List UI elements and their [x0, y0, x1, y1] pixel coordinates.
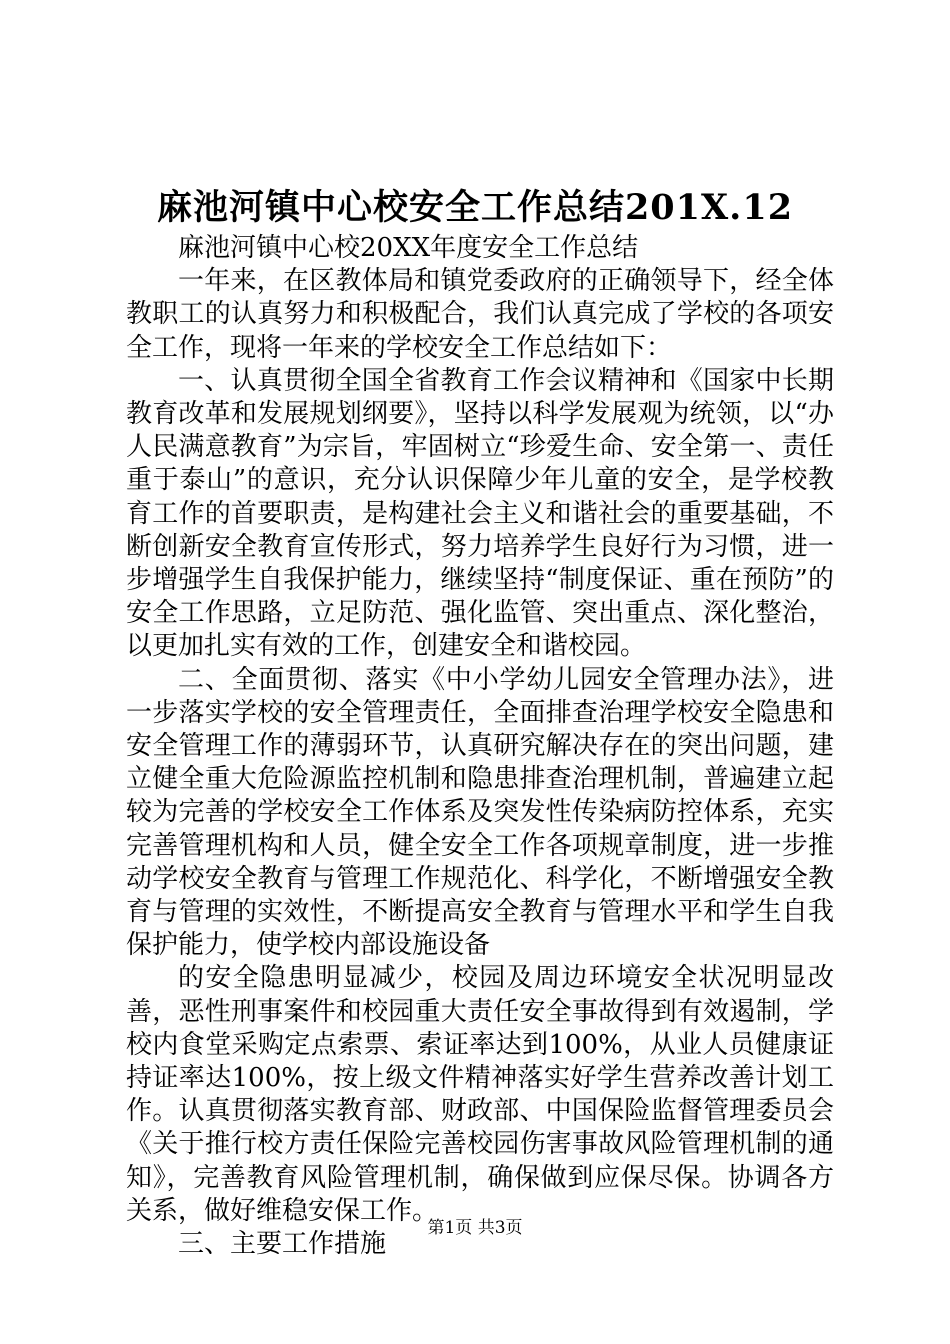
continuation-paragraph: 的安全隐患明显减少，校园及周边环境安全状况明显改善，恶性刑事案件和校园重大责任安全事故得到有效遏制，学校内食堂采购定点索票、索证率达到100%，从业人员健康证持证率达100%，按上级文件精神落实好学生营养改善计划工作。认真贯彻落实教育部、财政部、中国保险监督管理委员会《关于推行校方责任保险完善校园伤害事故风险管理机制的通知》，完善教育风险管理机制，确保做到应保尽保。协调各方关系，做好维稳安保工作。	[126, 963, 834, 1226]
section-one-paragraph: 一、认真贯彻全国全省教育工作会议精神和《国家中长期教育改革和发展规划纲要》，坚持以科学发展观为统领，以“办人民满意教育”为宗旨，牢固树立“珍爱生命、安全第一、责任重于泰山”的意识，充分认识保障少年儿童的安全，是学校教育工作的首要职责，是构建社会主义和谐社会的重要基础，不断创新安全教育宣传形式，努力培养学生良好行为习惯，进一步增强学生自我保护能力，继续坚持“制度保证、重在预防”的安全工作思路，立足防范、强化监管、突出重点、深化整治，以更加扎实有效的工作，创建安全和谐校园。	[126, 365, 834, 662]
subtitle-paragraph: 麻池河镇中心校20XX年度安全工作总结	[178, 233, 639, 263]
section-two-paragraph: 二、全面贯彻、落实《中小学幼儿园安全管理办法》，进一步落实学校的安全管理责任，全面排查治理学校安全隐患和安全管理工作的薄弱环节，认真研究解决存在的突出问题，建立健全重大危险源监控机制和隐患排查治理机制，普遍建立起较为完善的学校安全工作体系及突发性传染病防控体系，充实完善管理机构和人员，健全安全工作各项规章制度，进一步推动学校安全教育与管理工作规范化、科学化，不断增强安全教育与管理的实效性，不断提高安全教育与管理水平和学生自我保护能力，使学校内部设施设备	[126, 664, 834, 961]
section-three-heading: 三、主要工作措施	[178, 1229, 387, 1260]
document-body	[126, 232, 834, 1261]
document-title: 麻池河镇中心校安全工作总结201X.12	[156, 187, 794, 228]
intro-paragraph: 一年来，在区教体局和镇党委政府的正确领导下，经全体教职工的认真努力和积极配合，我们认真完成了学校的各项安全工作，现将一年来的学校安全工作总结如下：	[126, 266, 834, 363]
page-number-footer: 第1页 共3页	[427, 1218, 523, 1238]
